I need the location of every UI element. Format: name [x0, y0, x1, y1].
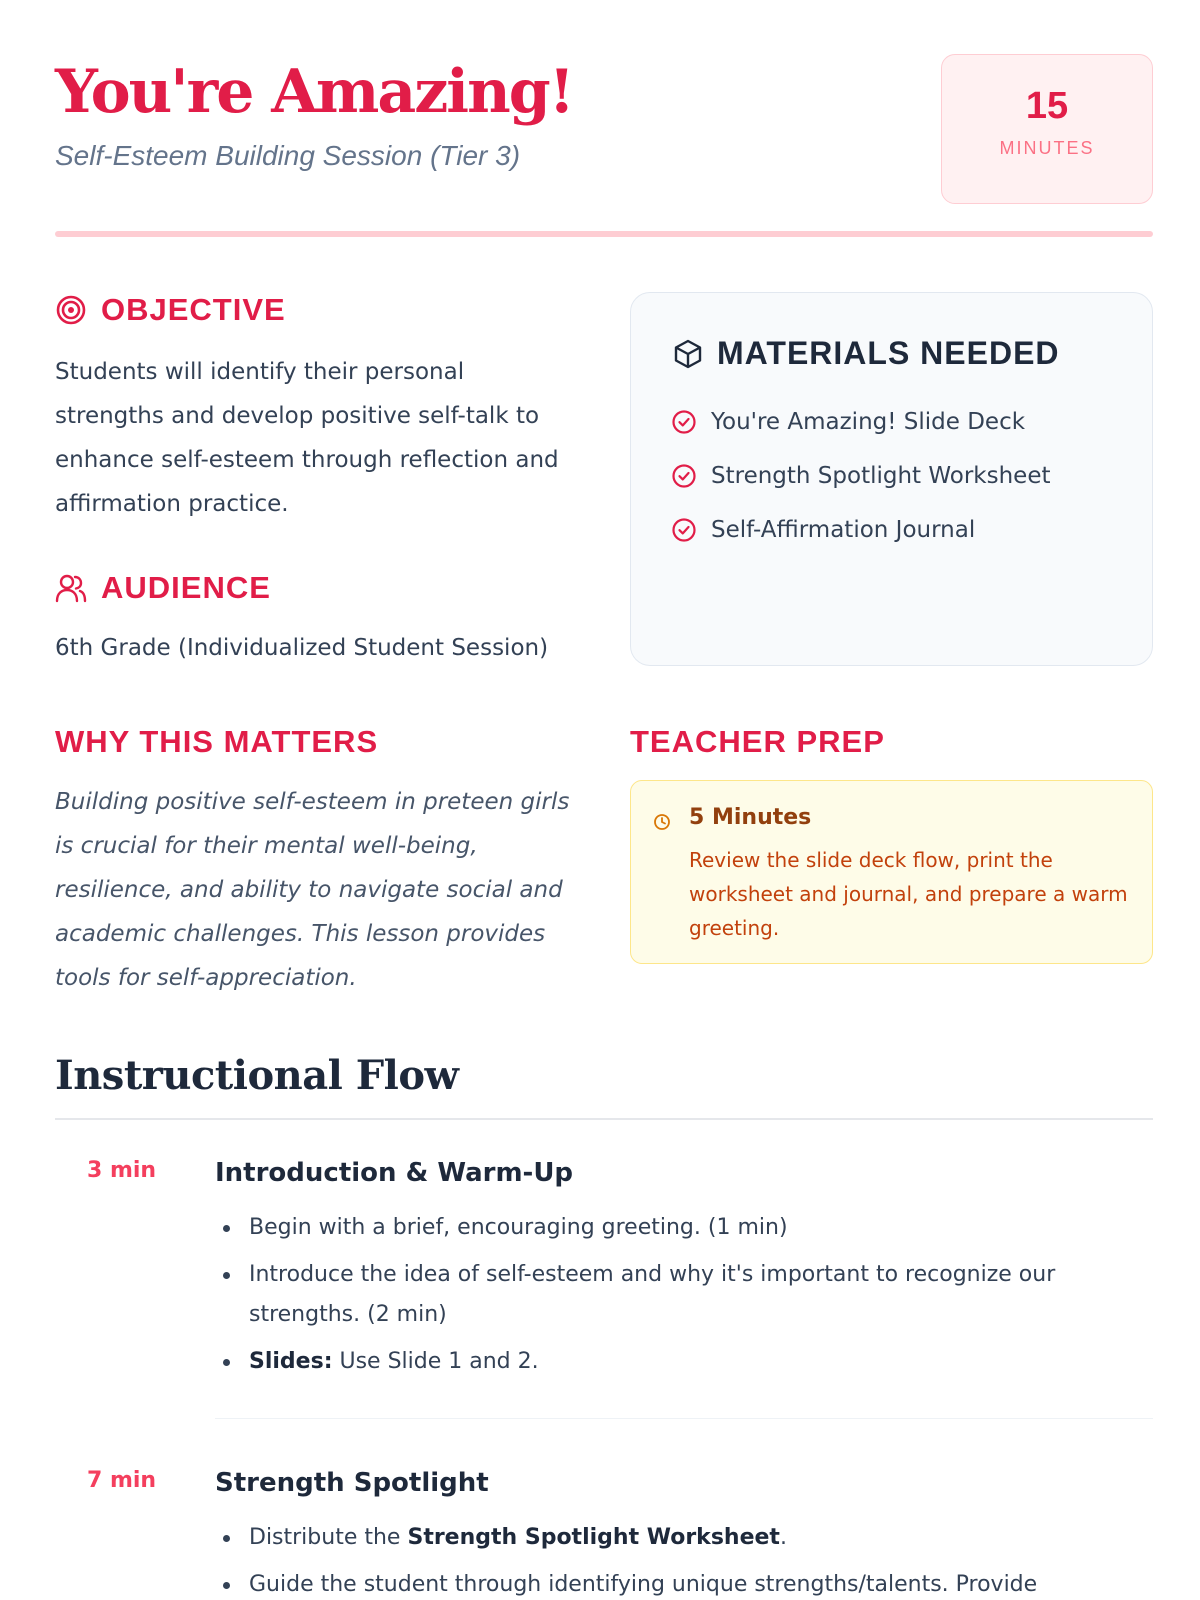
materials-item-label: You're Amazing! Slide Deck — [711, 409, 1026, 435]
step-item-text: Distribute the — [249, 1525, 408, 1550]
step-title: Strength Spotlight — [215, 1468, 489, 1498]
clock-icon — [653, 813, 671, 831]
target-icon — [55, 294, 87, 326]
materials-item — [671, 449, 1051, 503]
header-divider — [55, 231, 1153, 237]
materials-card — [630, 292, 1153, 666]
why-heading-label: WHY THIS MATTERS — [55, 724, 379, 759]
why-text: Building positive self-esteem in preteen girls is crucial for their mental well-being, resilience, and ability to navigate social and academic challenges. This lesson provides tools for self-appreciation. — [55, 789, 570, 991]
why-heading — [55, 724, 378, 760]
step-item — [215, 1518, 1153, 1558]
prep-text: Review the slide deck flow, print the worksheet and journal, and prepare a warm greeting. — [689, 848, 1128, 940]
prep-duration: 5 Minutes — [689, 805, 812, 830]
flow-divider — [55, 1118, 1153, 1120]
prep-heading — [630, 724, 885, 760]
box-icon — [673, 339, 703, 369]
step-item-text: Introduce the idea of self-esteem and why it's important to recognize our strengths. (2 min) — [249, 1262, 1056, 1327]
step-list — [215, 1208, 1153, 1389]
step-list — [215, 1518, 1153, 1600]
prep-card — [630, 780, 1153, 964]
objective-heading-label: OBJECTIVE — [101, 292, 286, 327]
prep-heading-label: TEACHER PREP — [630, 724, 885, 759]
objective-text: Students will identify their personal strengths and develop positive self-talk to enhance self-esteem through reflection and affirmation practice. — [55, 359, 559, 517]
step-item-label: Slides: — [249, 1349, 333, 1374]
materials-item-label: Strength Spotlight Worksheet — [711, 463, 1051, 489]
step-title: Introduction & Warm-Up — [215, 1158, 574, 1188]
materials-item — [671, 503, 1051, 557]
duration-value: 15 — [1025, 85, 1069, 127]
check-circle-icon — [671, 517, 697, 543]
step-item-text: Use Slide 1 and 2. — [332, 1349, 539, 1374]
page-subtitle: Self-Esteem Building Session (Tier 3) — [55, 140, 521, 171]
duration-badge — [941, 54, 1153, 204]
materials-item-label: Self-Affirmation Journal — [711, 517, 976, 543]
step-item-material: Strength Spotlight Worksheet — [407, 1525, 780, 1550]
page-title: You're Amazing! — [55, 57, 573, 127]
step-item-text: . — [779, 1525, 787, 1550]
step-item-text: Guide the student through identifying unique strengths/talents. Provide — [249, 1572, 1038, 1597]
check-circle-icon — [671, 409, 697, 435]
users-icon — [55, 572, 87, 604]
step-item — [215, 1208, 1153, 1248]
flow-title: Instructional Flow — [55, 1052, 459, 1099]
audience-heading-label: AUDIENCE — [101, 570, 271, 605]
materials-list — [671, 395, 1051, 557]
materials-heading — [673, 335, 1060, 372]
materials-item — [671, 395, 1051, 449]
check-circle-icon — [671, 463, 697, 489]
objective-heading — [55, 292, 286, 328]
step-item-text: Begin with a brief, encouraging greeting. (1 min) — [249, 1215, 788, 1240]
step-divider — [215, 1418, 1153, 1419]
duration-unit: MINUTES — [999, 138, 1095, 158]
materials-heading-label: MATERIALS NEEDED — [717, 335, 1060, 371]
step-item — [215, 1565, 1153, 1600]
audience-text: 6th Grade (Individualized Student Session) — [55, 635, 549, 661]
step-time: 7 min — [87, 1468, 157, 1493]
audience-heading — [55, 570, 271, 606]
lesson-header — [55, 52, 1153, 202]
step-time: 3 min — [87, 1158, 157, 1183]
step-item — [215, 1342, 1153, 1382]
step-item — [215, 1255, 1153, 1335]
